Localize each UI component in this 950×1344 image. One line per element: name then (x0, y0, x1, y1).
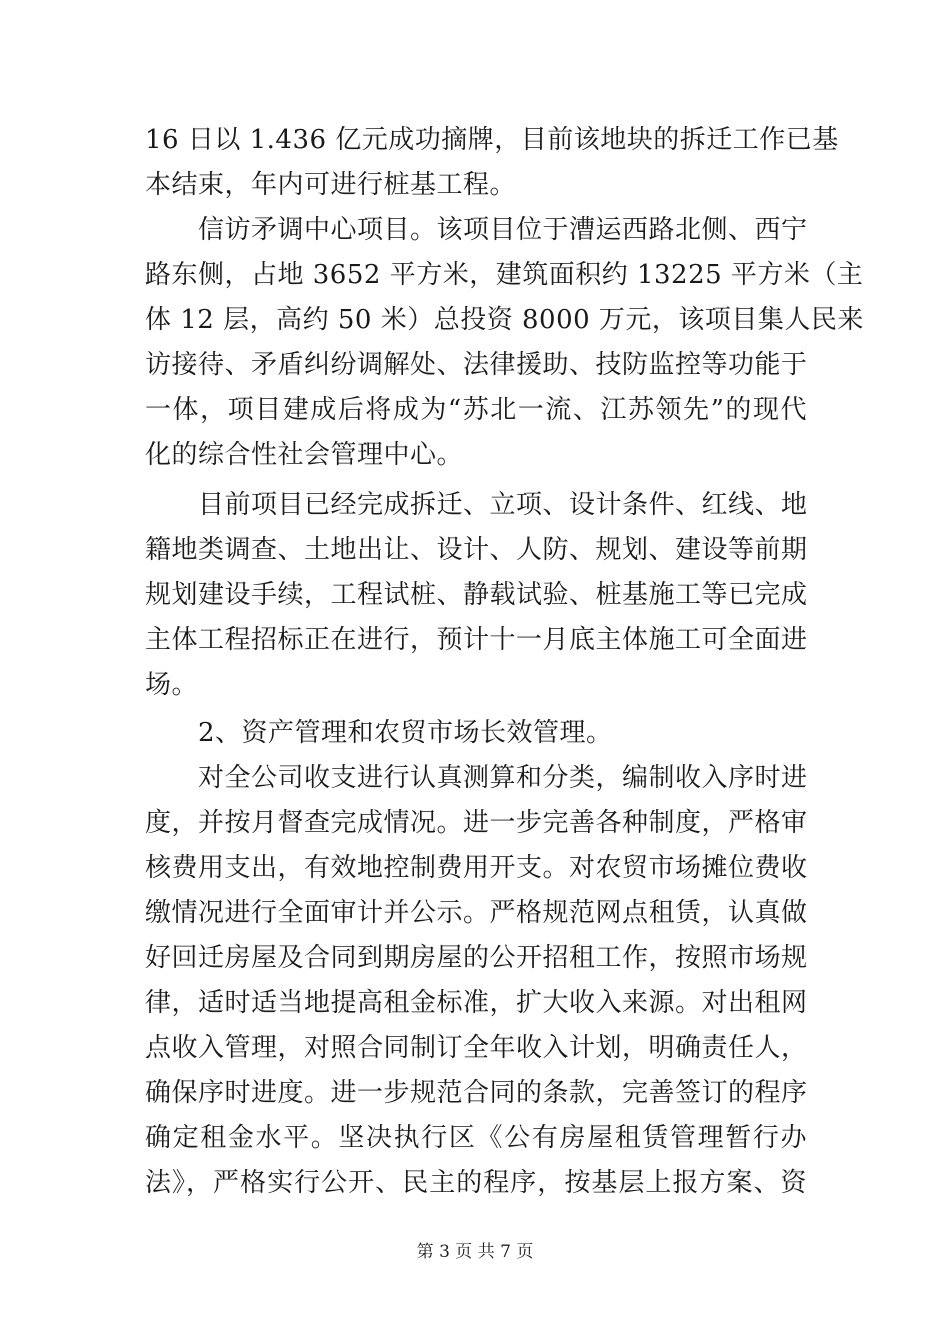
text-line-16: 度，并按月督查完成情况。进一步完善各种制度，严格审 (145, 808, 808, 838)
text-line-24: 法》，严格实行公开、民主的程序，按基层上报方案、资 (145, 1168, 807, 1198)
text-line-4: 路东侧，占地 3652 平方米，建筑面积约 13225 平方米（主 (145, 260, 864, 290)
text-line-20: 律，适时适当地提高租金标准，扩大收入来源。对出租网 (145, 988, 808, 1018)
text-line-19: 好回迁房屋及合同到期房屋的公开招租工作，按照市场规 (145, 943, 808, 973)
text-line-7: 一体，项目建成后将成为“苏北一流、江苏领先”的现代 (145, 395, 807, 425)
text-line-5: 体 12 层，高约 50 米）总投资 8000 万元，该项目集人民来 (145, 305, 864, 335)
text-line-8: 化的综合性社会管理中心。 (145, 440, 464, 470)
text-line-17: 核费用支出，有效地控制费用开支。对农贸市场摊位费收 (145, 853, 808, 883)
text-line-18: 缴情况进行全面审计并公示。严格规范网点租赁，认真做 (145, 898, 808, 928)
text-line-1: 16 日以 1.436 亿元成功摘牌，目前该地块的拆迁工作已基 (145, 125, 839, 155)
text-line-13: 场。 (145, 670, 199, 700)
text-line-6: 访接待、矛盾纠纷调解处、法律援助、技防监控等功能于 (145, 350, 808, 380)
text-line-22: 确保序时进度。进一步规范合同的条款，完善签订的程序 (145, 1078, 808, 1108)
text-line-2: 本结束，年内可进行桩基工程。 (145, 170, 517, 200)
text-line-3: 信访矛调中心项目。该项目位于漕运西路北侧、西宁 (198, 215, 808, 245)
text-line-15: 对全公司收支进行认真测算和分类，编制收入序时进 (198, 763, 808, 793)
text-line-12: 主体工程招标正在进行，预计十一月底主体施工可全面进 (145, 625, 808, 655)
text-line-21: 点收入管理，对照合同制订全年收入计划，明确责任人， (145, 1033, 808, 1063)
section-heading: 2、资产管理和农贸市场长效管理。 (198, 718, 613, 748)
text-line-10: 籍地类调查、土地出让、设计、人防、规划、建设等前期 (145, 535, 808, 565)
text-line-9: 目前项目已经完成拆迁、立项、设计条件、红线、地 (198, 490, 808, 520)
text-line-23: 确定租金水平。坚决执行区《公有房屋租赁管理暂行办 (145, 1123, 807, 1153)
page-footer: 第 3 页 共 7 页 (416, 1242, 534, 1262)
text-line-11: 规划建设手续，工程试桩、静载试验、桩基施工等已完成 (145, 580, 808, 610)
